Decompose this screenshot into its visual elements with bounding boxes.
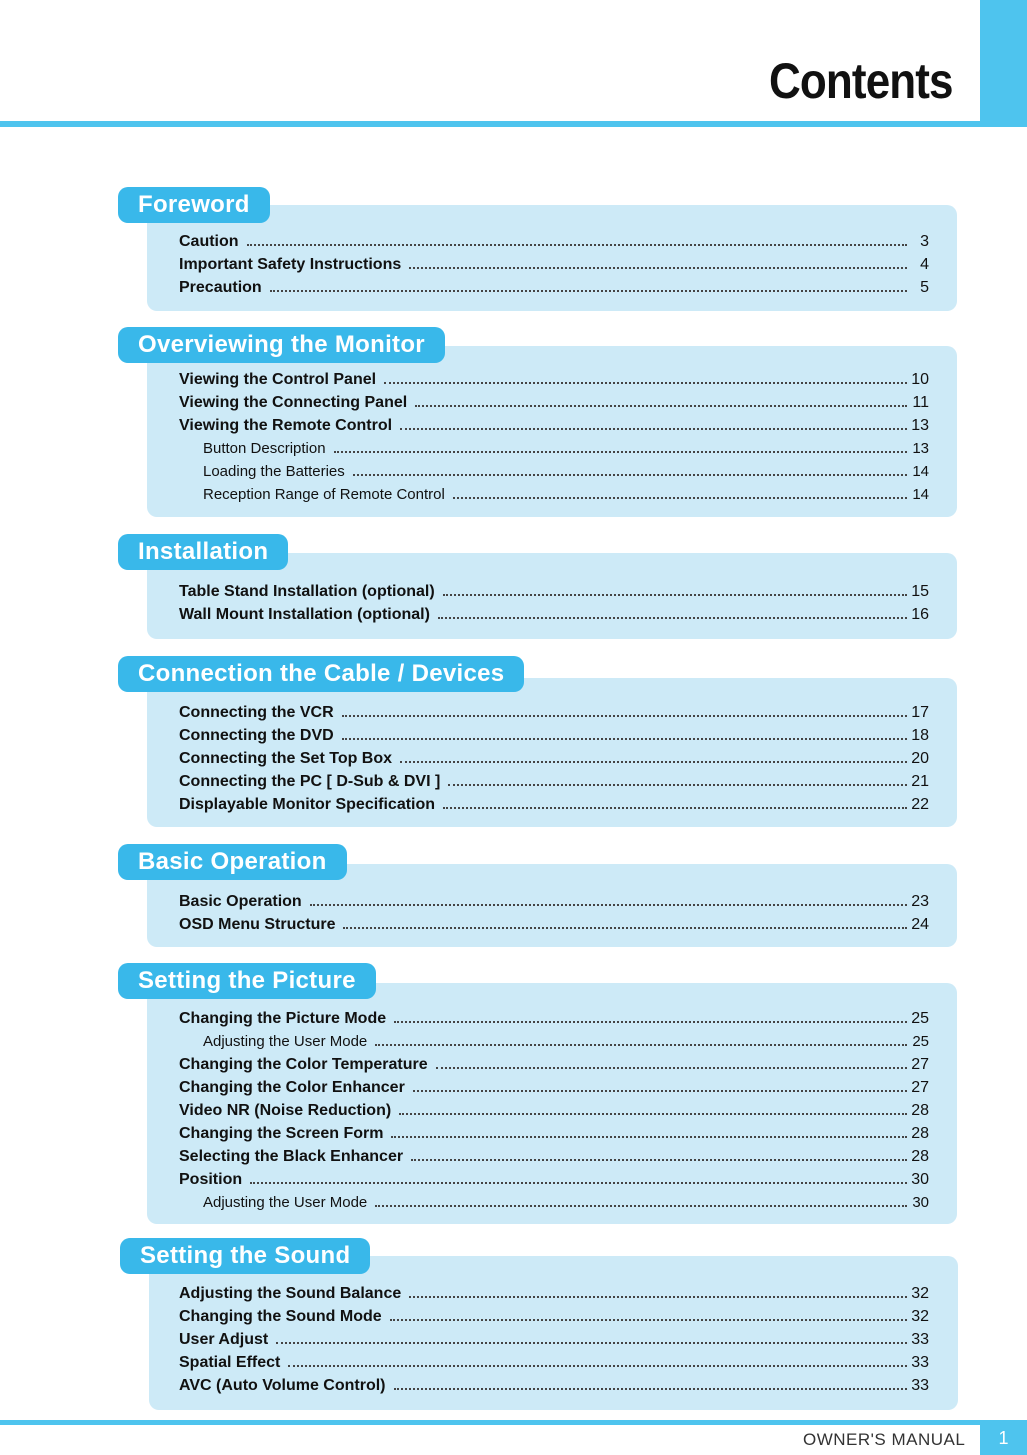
- toc-entry[interactable]: [179, 603, 929, 626]
- leader-dots: [270, 290, 907, 292]
- footer-manual-label: OWNER'S MANUAL: [803, 1430, 966, 1449]
- toc-entry[interactable]: [179, 414, 929, 437]
- toc-entry-page: 27: [911, 1056, 929, 1073]
- toc-entry-page: 20: [911, 750, 929, 767]
- leader-dots: [399, 1113, 907, 1115]
- toc-entry-label: AVC (Auto Volume Control): [179, 1377, 386, 1394]
- leader-dots: [438, 617, 907, 619]
- toc-subentry[interactable]: [179, 437, 929, 460]
- leader-dots: [394, 1388, 908, 1390]
- section-heading: Setting the Sound: [120, 1238, 370, 1274]
- toc-entry-page: 14: [912, 463, 929, 480]
- toc-entry[interactable]: [179, 913, 929, 936]
- leader-dots: [411, 1159, 907, 1161]
- toc-entry[interactable]: [179, 747, 929, 770]
- toc-list: [179, 701, 929, 816]
- toc-entry-page: 11: [912, 394, 929, 411]
- section-foreword: [118, 187, 957, 311]
- toc-entry-page: 15: [911, 583, 929, 600]
- toc-entry[interactable]: [179, 368, 929, 391]
- toc-entry[interactable]: [179, 1351, 929, 1374]
- toc-subentry[interactable]: [179, 1191, 929, 1214]
- toc-list: [179, 230, 929, 299]
- toc-entry-label: Selecting the Black Enhancer: [179, 1148, 404, 1165]
- leader-dots: [436, 1067, 907, 1069]
- toc-entry-label: Loading the Batteries: [203, 463, 345, 480]
- leader-dots: [343, 927, 907, 929]
- toc-entry-page: 18: [911, 727, 929, 744]
- toc-entry[interactable]: [179, 1282, 929, 1305]
- toc-entry[interactable]: [179, 1122, 929, 1145]
- leader-dots: [310, 904, 907, 906]
- toc-entry-label: Viewing the Remote Control: [179, 417, 393, 434]
- toc-entry[interactable]: [179, 701, 929, 724]
- leader-dots: [415, 405, 907, 407]
- toc-entry-page: 30: [911, 1171, 929, 1188]
- leader-dots: [353, 474, 907, 476]
- toc-entry[interactable]: [179, 793, 929, 816]
- toc-entry[interactable]: [179, 890, 929, 913]
- toc-entry-label: Wall Mount Installation (optional): [179, 606, 430, 623]
- section-heading: Foreword: [118, 187, 270, 223]
- section-basic-operation: [118, 844, 957, 947]
- toc-entry[interactable]: [179, 230, 929, 253]
- toc-entry-label: Connecting the PC [ D-Sub & DVI ]: [179, 773, 441, 790]
- toc-entry-page: 17: [911, 704, 929, 721]
- toc-entry-page: 3: [920, 233, 929, 250]
- toc-entry[interactable]: [179, 276, 929, 299]
- toc-entry[interactable]: [179, 1099, 929, 1122]
- toc-entry-label: Changing the Color Enhancer: [179, 1079, 405, 1096]
- toc-entry-page: 32: [911, 1308, 929, 1325]
- toc-entry-page: 32: [911, 1285, 929, 1302]
- toc-entry-page: 30: [912, 1194, 929, 1211]
- leader-dots: [342, 715, 907, 717]
- toc-entry[interactable]: [179, 580, 929, 603]
- toc-entry-page: 25: [912, 1033, 929, 1050]
- toc-entry-label: Important Safety Instructions: [179, 256, 402, 273]
- leader-dots: [247, 244, 907, 246]
- toc-entry[interactable]: [179, 724, 929, 747]
- leader-dots: [375, 1205, 907, 1207]
- toc-entry-page: 25: [911, 1010, 929, 1027]
- section-heading: Connection the Cable / Devices: [118, 656, 524, 692]
- toc-entry-label: Position: [179, 1171, 243, 1188]
- toc-list: [179, 1007, 929, 1214]
- leader-dots: [288, 1365, 907, 1367]
- leader-dots: [400, 761, 907, 763]
- toc-entry-label: OSD Menu Structure: [179, 916, 336, 933]
- section-heading: Setting the Picture: [118, 963, 376, 999]
- toc-entry[interactable]: [179, 1168, 929, 1191]
- page-title: Contents: [769, 53, 953, 109]
- toc-entry-page: 21: [911, 773, 929, 790]
- toc-entry-label: Adjusting the Sound Balance: [179, 1285, 402, 1302]
- leader-dots: [250, 1182, 907, 1184]
- toc-entry-label: Viewing the Connecting Panel: [179, 394, 408, 411]
- toc-entry-label: Precaution: [179, 279, 262, 296]
- toc-entry-label: Connecting the Set Top Box: [179, 750, 393, 767]
- toc-list: [179, 1282, 929, 1397]
- toc-list: [179, 580, 929, 626]
- toc-entry-label: Viewing the Control Panel: [179, 371, 377, 388]
- toc-entry-label: Video NR (Noise Reduction): [179, 1102, 392, 1119]
- leader-dots: [453, 497, 907, 499]
- toc-entry[interactable]: [179, 770, 929, 793]
- toc-entry[interactable]: [179, 1328, 929, 1351]
- toc-entry-page: 28: [911, 1102, 929, 1119]
- toc-list: [179, 368, 929, 506]
- toc-entry-page: 23: [911, 893, 929, 910]
- toc-entry-label: User Adjust: [179, 1331, 269, 1348]
- toc-entry[interactable]: [179, 1007, 929, 1030]
- leader-dots: [391, 1136, 907, 1138]
- leader-dots: [334, 451, 907, 453]
- toc-entry[interactable]: [179, 1076, 929, 1099]
- toc-entry-page: 27: [911, 1079, 929, 1096]
- toc-entry-label: Basic Operation: [179, 893, 302, 910]
- leader-dots: [375, 1044, 907, 1046]
- toc-subentry[interactable]: [179, 1030, 929, 1053]
- leader-dots: [342, 738, 907, 740]
- toc-entry-page: 14: [912, 486, 929, 503]
- section-heading: Installation: [118, 534, 288, 570]
- toc-entry-page: 22: [911, 796, 929, 813]
- toc-entry-label: Adjusting the User Mode: [203, 1033, 368, 1050]
- leader-dots: [394, 1021, 907, 1023]
- toc-entry-label: Spatial Effect: [179, 1354, 281, 1371]
- toc-entry[interactable]: [179, 253, 929, 276]
- leader-dots: [390, 1319, 907, 1321]
- toc-entry[interactable]: [179, 1305, 929, 1328]
- section-installation: [118, 534, 957, 639]
- section-overviewing-the-monitor: [118, 327, 957, 517]
- toc-entry-label: Button Description: [203, 440, 326, 457]
- toc-entry-page: 28: [911, 1148, 929, 1165]
- section-setting-the-picture: [118, 963, 957, 1224]
- toc-entry[interactable]: [179, 1145, 929, 1168]
- toc-entry-label: Changing the Picture Mode: [179, 1010, 387, 1027]
- toc-entry-label: Connecting the VCR: [179, 704, 334, 721]
- toc-entry-page: 5: [920, 279, 929, 296]
- toc-entry-page: 28: [911, 1125, 929, 1142]
- leader-dots: [443, 807, 907, 809]
- section-heading: Overviewing the Monitor: [118, 327, 445, 363]
- toc-entry-page: 33: [911, 1331, 929, 1348]
- section-setting-the-sound: [120, 1238, 958, 1410]
- toc-entry-page: 33: [911, 1354, 929, 1371]
- toc-entry-page: 24: [911, 916, 929, 933]
- toc-entry-label: Table Stand Installation (optional): [179, 583, 435, 600]
- toc-entry-page: 33: [911, 1377, 929, 1394]
- toc-entry-label: Changing the Sound Mode: [179, 1308, 382, 1325]
- leader-dots: [443, 594, 907, 596]
- toc-entry-label: Reception Range of Remote Control: [203, 486, 445, 503]
- leader-dots: [409, 267, 907, 269]
- toc-entry[interactable]: [179, 391, 929, 414]
- toc-entry-label: Changing the Screen Form: [179, 1125, 384, 1142]
- leader-dots: [384, 382, 907, 384]
- leader-dots: [276, 1342, 907, 1344]
- leader-dots: [409, 1296, 907, 1298]
- toc-entry-page: 10: [911, 371, 929, 388]
- leader-dots: [413, 1090, 907, 1092]
- leader-dots: [400, 428, 907, 430]
- toc-entry[interactable]: [179, 1374, 929, 1397]
- section-heading: Basic Operation: [118, 844, 347, 880]
- toc-entry-page: 4: [920, 256, 929, 273]
- toc-entry[interactable]: [179, 1053, 929, 1076]
- header-rule: [0, 121, 980, 127]
- toc-entry-label: Caution: [179, 233, 239, 250]
- toc-entry-label: Adjusting the User Mode: [203, 1194, 368, 1211]
- section-connection-the-cable-devices: [118, 656, 957, 827]
- toc-entry-label: Displayable Monitor Specification: [179, 796, 436, 813]
- toc-entry-label: Changing the Color Temperature: [179, 1056, 428, 1073]
- page-number: 1: [998, 1428, 1009, 1448]
- toc-subentry[interactable]: [179, 460, 929, 483]
- toc-list: [179, 890, 929, 936]
- toc-subentry[interactable]: [179, 483, 929, 506]
- toc-entry-page: 13: [912, 440, 929, 457]
- header-accent-bar: [980, 0, 1027, 127]
- toc-entry-page: 13: [911, 417, 929, 434]
- toc-entry-page: 16: [911, 606, 929, 623]
- leader-dots: [448, 784, 907, 786]
- toc-entry-label: Connecting the DVD: [179, 727, 334, 744]
